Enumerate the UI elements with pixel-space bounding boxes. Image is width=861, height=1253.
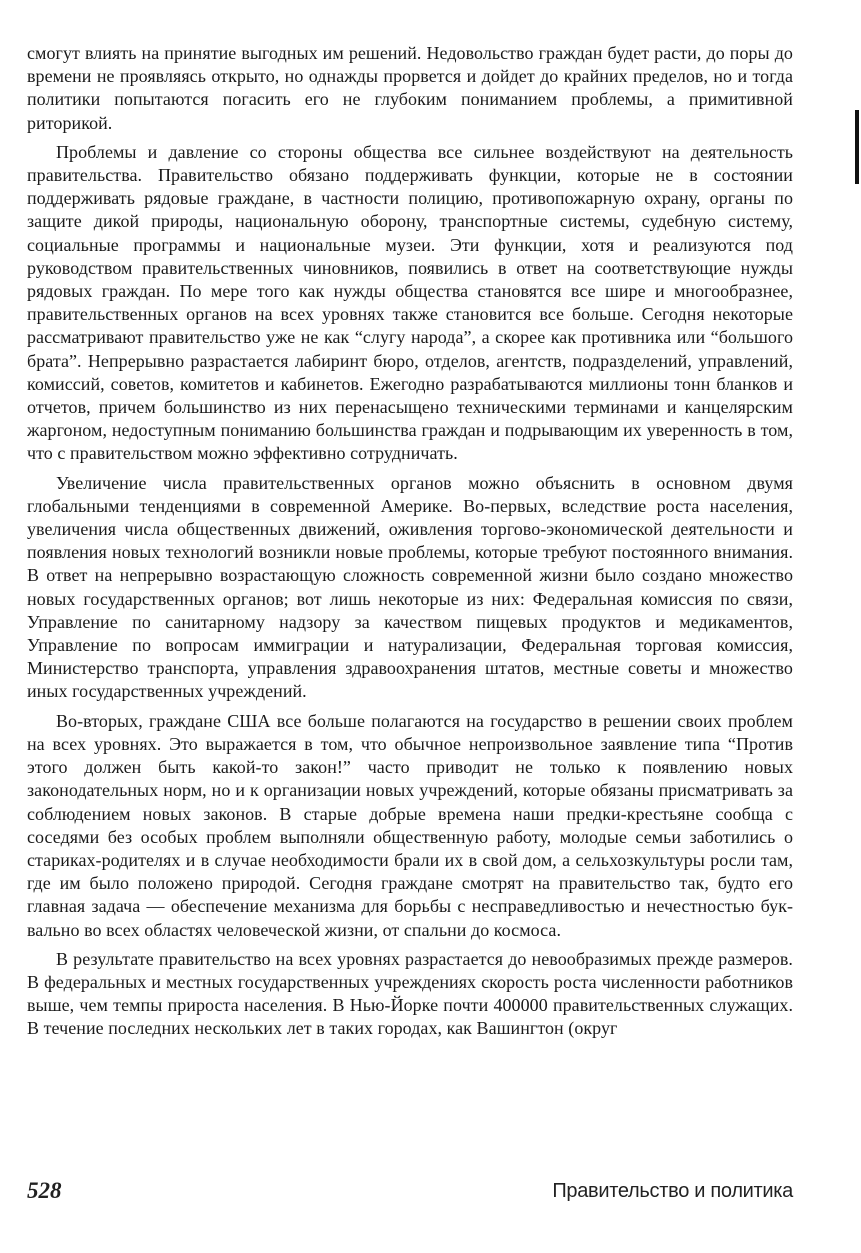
paragraph-public-pressure: Проблемы и давление со стороны общества все сильнее воздействуют на деятельность правительства. Правительство обязано поддерживать функции, которые не в состоянии поддерживать рядовые граждане, в частности полицию, противопожарную охрану, органы по защите дикой природы, национальную оборону, транспортные системы, судебную систему, социальные программы и национальные музеи. Эти функции, хотя и реализуются под руководством правительственных чиновников, появились в ответ на соответствующие нужды рядовых граждан. По мере того как нужды общества становятся все шире и многообразнее, правительственных органов на всех уровнях также становится все больше. Сегодня некоторые рассматривают правительство уже не как “слугу народа”, а скорее как противника или “большого брата”. Непрерывно разрастается лабиринт бюро, отделов, агентств, подразделений, управлений, комиссий, советов, комитетов и кабинетов. Ежегодно разрабатываются миллионы тонн бланков и отчетов, причем большинство из них перенасыщено техническими терминами и канцелярским жаргоном, недоступным пониманию большинства граждан и подрывающим их уверенность в том, что с правительством можно эффективно сотрудничать. [27, 141, 793, 464]
page-body [27, 42, 793, 1047]
page-footer [27, 1178, 793, 1208]
edge-mark [855, 110, 859, 184]
paragraph-growth-of-agencies: Увеличение числа правительственных органов можно объяснить в основном двумя глобальными тенденциями в современной Америке. Во-первых, вследствие роста населения, увеличения числа общественных движений, оживления торгово-экономической деятельности и появления новых технологий возникли новые проблемы, которые требуют постоянного внимания. В ответ на непрерывно возрастающую сложность современной жизни было создано множество новых государственных органов; вот лишь некоторые из них: Федеральная комиссия по связи, Управление по санитарному надзору за качеством пищевых продуктов и медикаментов, Управление по вопросам иммиграции и натурализации, Федеральная торговая комиссия, Министерство транспорта, управления здравоохранения штатов, местные советы и множество иных государственных учреждений. [27, 472, 793, 702]
running-head: Правительство и политика [552, 1180, 793, 1202]
paragraph-government-size: В результате правительство на всех уровнях разрастается до невообразимых прежде размеров. В федеральных и местных государственных учреждениях скорость роста численности работников выше, чем темпы прироста населения. В Нью-Йорке почти 400000 правительственных служащих. В течение последних нескольких лет в таких городах, как Вашингтон (округ [27, 948, 793, 1039]
paragraph-continuation: смогут влиять на принятие выгодных им решений. Недовольство граждан будет расти, до поры до времени не проявляясь открыто, но однажды прорвется и дойдет до крайних пределов, но и тогда политики попытаются погасить его не глубоким пониманием проблемы, а примитивной риторикой. [27, 43, 793, 133]
page-number: 528 [27, 1178, 62, 1203]
paragraph-reliance-on-state: Во-вторых, граждане США все больше полагаются на государство в решении своих проблем на всех уровнях. Это выражается в том, что обычное непроизвольное заявление типа “Против этого должен быть какой-то закон!” часто приводит не только к появлению новых законодательных норм, но и к организации новых учреждений, которые обязаны присматривать за соблюдением новых законов. В старые добрые времена наши предки-крестьяне сообща с соседями без особых проблем выполняли общественную работу, молодые семьи заботились о стариках-родителях и в случае необходимости брали их в свой дом, а сельхозкультуры росли там, где им было положено природой. Сегодня граждане смотрят на правительство так, будто его главная задача — обеспечение механизма для борьбы с несправедливостью и нечестностью буквально во всех областях человеческой жизни, от спальни до космоса. [27, 710, 793, 940]
